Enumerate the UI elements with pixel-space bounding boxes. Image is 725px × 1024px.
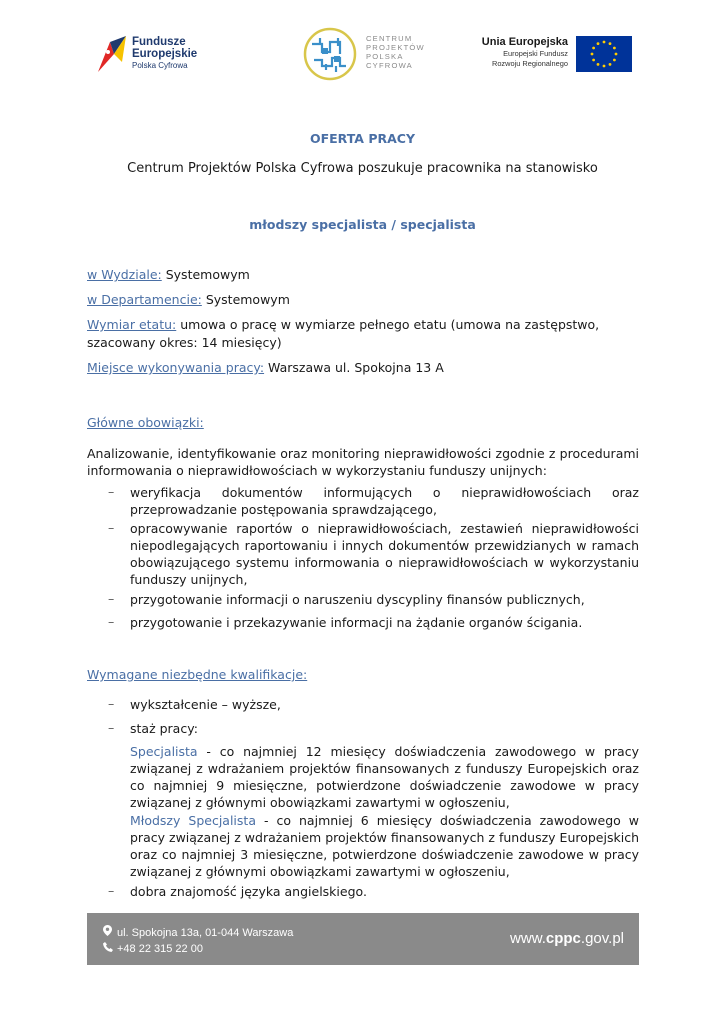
departament-label: w Departamencie: bbox=[87, 292, 202, 307]
eu-flag-icon bbox=[576, 36, 632, 72]
duties-heading: Główne obowiązki: bbox=[87, 415, 204, 430]
miejsce-value: Warszawa ul. Spokojna 13 A bbox=[264, 360, 444, 375]
field-miejsce bbox=[87, 359, 639, 377]
www-prefix: www. bbox=[510, 930, 546, 947]
mlodszy-label: Młodszy Specjalista bbox=[130, 813, 256, 828]
bullet-dash: – bbox=[108, 591, 115, 606]
ue-line3: Rozwoju Regionalnego bbox=[491, 59, 568, 68]
requirements-heading: Wymagane niezbędne kwalifikacje: bbox=[87, 667, 308, 682]
requirement-english: dobra znajomość języka angielskiego. bbox=[130, 884, 367, 899]
field-wymiar bbox=[87, 316, 639, 352]
header-logos bbox=[0, 26, 725, 86]
mlodszy-text: - co najmniej 6 miesięcy doświadczenia zawodowego w pracy związanej z wdrażaniem projektów finansowanych z funduszy Europejskich oraz co najmniej 3 miesięczne, potwierdzone doświadczenie zawodowe w pracy związanej z głównymi obowiązkami zawartymi w ogłoszeniu, bbox=[130, 813, 639, 879]
bullet-dash: – bbox=[108, 883, 115, 898]
duty-item: przygotowanie i przekazywanie informacji na żądanie organów ścigania. bbox=[130, 615, 583, 630]
requirement-specjalista bbox=[130, 743, 639, 811]
bullet-dash: – bbox=[108, 696, 115, 711]
cppc-logo bbox=[302, 26, 442, 84]
requirement-education: wykształcenie – wyższe, bbox=[130, 697, 281, 712]
duties-intro: Analizowanie, identyfikowanie oraz monitoring nieprawidłowości zgodnie z procedurami informowania o nieprawidłowościach w wykorzystaniu funduszy unijnych: bbox=[87, 446, 639, 478]
bullet-dash: – bbox=[108, 720, 115, 735]
field-wydzial bbox=[87, 266, 639, 284]
footer-address bbox=[103, 925, 293, 939]
specjalista-text: - co najmniej 12 miesięcy doświadczenia zawodowego w pracy związanej z wdrażaniem projektów finansowanych z funduszy Europejskich oraz co najmniej 9 miesięczne, potwierdzone doświadczenie zawodowe w pracy związanej z głównymi obowiązkami zawartymi w ogłoszeniu, bbox=[130, 744, 639, 810]
unia-europejska-logo bbox=[478, 36, 633, 76]
fe-star-icon bbox=[96, 34, 128, 74]
bullet-dash: – bbox=[108, 520, 115, 535]
position-title: młodszy specjalista / specjalista bbox=[249, 217, 476, 232]
www-suffix: .gov.pl bbox=[580, 930, 624, 947]
subtitle: Centrum Projektów Polska Cyfrowa poszukuje pracownika na stanowisko bbox=[127, 161, 598, 176]
fundusze-europejskie-logo bbox=[96, 30, 216, 80]
footer bbox=[87, 913, 639, 965]
fe-line2: Europejskie bbox=[132, 48, 198, 60]
miejsce-label: Miejsce wykonywania pracy: bbox=[87, 360, 265, 375]
cppc-line4: CYFROWA bbox=[366, 61, 413, 70]
wymiar-value: umowa o pracę w wymiarze pełnego etatu (umowa na zastępstwo, szacowany okres: 14 miesięcy) bbox=[87, 317, 600, 350]
bullet-dash: – bbox=[108, 614, 115, 629]
www-domain: cppc bbox=[545, 930, 581, 947]
cppc-brain-icon bbox=[302, 26, 358, 82]
field-departament bbox=[87, 291, 639, 309]
requirement-experience: staż pracy: bbox=[130, 721, 198, 736]
duty-item: weryfikacja dokumentów informujących o nieprawidłowościach oraz przeprowadzanie postępowania sprawdzającego, bbox=[130, 485, 639, 517]
page-title: OFERTA PRACY bbox=[309, 131, 416, 146]
cppc-line2: PROJEKTÓW bbox=[366, 43, 425, 52]
location-pin-icon bbox=[103, 925, 115, 939]
duty-item: opracowywanie raportów o nieprawidłowościach, zestawień nieprawidłowości niepodlegających raportowaniu i innych dokumentów przewidzianych w ramach obowiązującego systemu informowania o nieprawidłowościach w wykorzystaniu funduszy unijnych, bbox=[130, 521, 639, 587]
cppc-line3: POLSKA bbox=[366, 52, 404, 61]
address-text: ul. Spokojna 13a, 01-044 Warszawa bbox=[117, 927, 294, 939]
website-link[interactable] bbox=[510, 930, 624, 947]
phone-icon bbox=[103, 942, 115, 955]
ue-line2: Europejski Fundusz bbox=[503, 49, 568, 58]
phone-text: +48 22 315 22 00 bbox=[117, 943, 203, 955]
specjalista-label: Specjalista bbox=[130, 744, 198, 759]
cppc-line1: CENTRUM bbox=[366, 34, 413, 43]
requirement-mlodszy bbox=[130, 812, 639, 880]
wymiar-label: Wymiar etatu: bbox=[87, 317, 177, 332]
fe-line3: Polska Cyfrowa bbox=[132, 61, 188, 70]
bullet-dash: – bbox=[108, 484, 115, 499]
ue-line1: Unia Europejska bbox=[481, 36, 568, 48]
wydzial-value: Systemowym bbox=[161, 267, 250, 282]
fe-line1: Fundusze bbox=[132, 36, 186, 48]
duty-item: przygotowanie informacji o naruszeniu dyscypliny finansów publicznych, bbox=[130, 592, 585, 607]
footer-phone bbox=[103, 942, 203, 955]
departament-value: Systemowym bbox=[201, 292, 290, 307]
wydzial-label: w Wydziale: bbox=[87, 267, 162, 282]
